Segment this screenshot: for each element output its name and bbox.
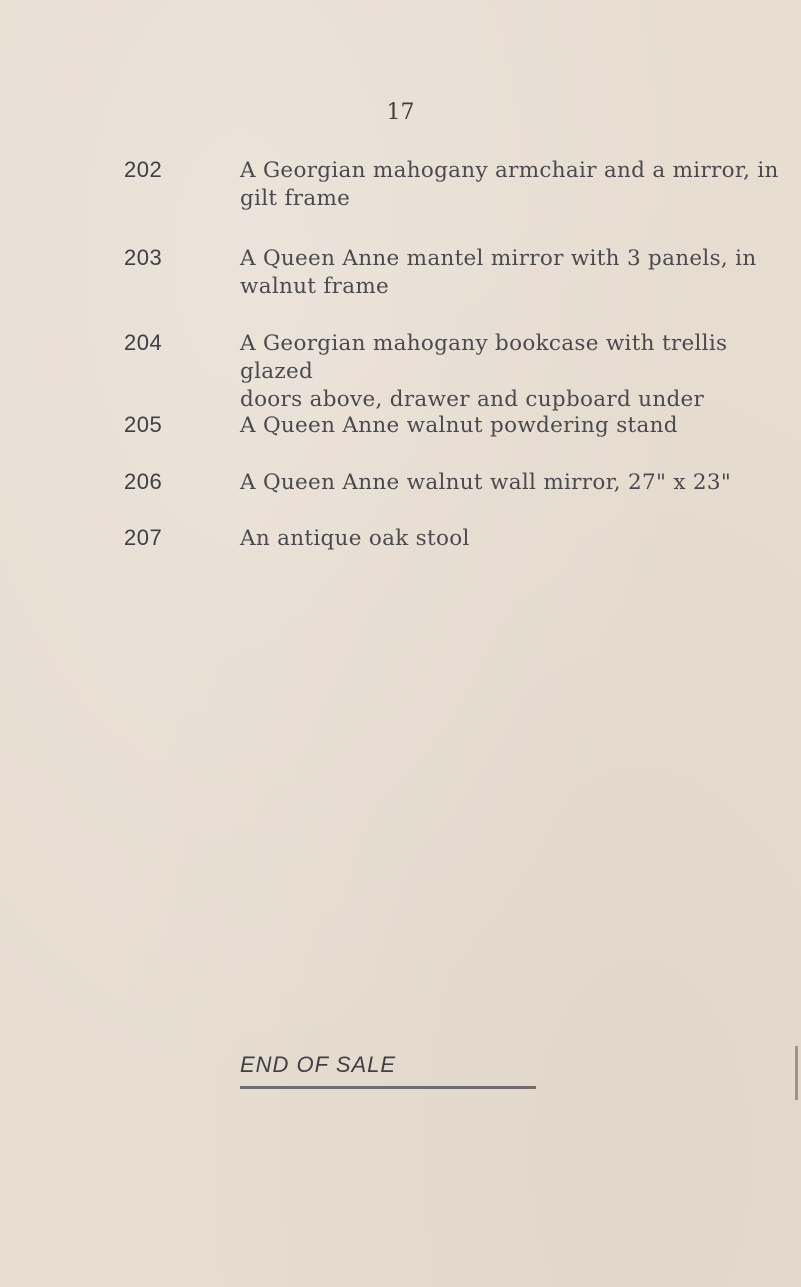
- lot-description-line: doors above, drawer and cupboard under: [240, 387, 705, 412]
- lot-description-line: gilt frame: [240, 186, 351, 211]
- lot-description: [240, 412, 785, 440]
- lot-description-line: walnut frame: [240, 274, 390, 299]
- lot-number: 202: [124, 157, 163, 182]
- lot-number: 207: [124, 525, 163, 550]
- end-underline: [240, 1086, 536, 1089]
- lot-description: [240, 469, 785, 497]
- lot-description-line: A Queen Anne mantel mirror with 3 panels, in: [240, 246, 757, 271]
- lot-description-line: A Queen Anne walnut powdering stand: [240, 413, 678, 438]
- lot-description: [240, 525, 785, 553]
- lot-description-line: A Queen Anne walnut wall mirror, 27" x 23": [240, 470, 732, 495]
- end-of-sale: [240, 1052, 540, 1089]
- lot-number: 205: [124, 412, 163, 437]
- lot-number: 203: [124, 245, 163, 270]
- lot-description-line: A Georgian mahogany bookcase with trellis glazed: [240, 331, 728, 384]
- lot-description: [240, 157, 785, 213]
- end-of-sale-text: END OF SALE: [240, 1052, 397, 1077]
- lot-description-line: A Georgian mahogany armchair and a mirror, in: [240, 158, 779, 183]
- edge-mark: [795, 1046, 798, 1100]
- lot-description-line: An antique oak stool: [240, 526, 470, 551]
- lot-number: 204: [124, 330, 163, 355]
- lot-number: 206: [124, 469, 163, 494]
- page-number: 17: [386, 100, 415, 125]
- lot-description: [240, 330, 785, 414]
- lot-description: [240, 245, 785, 301]
